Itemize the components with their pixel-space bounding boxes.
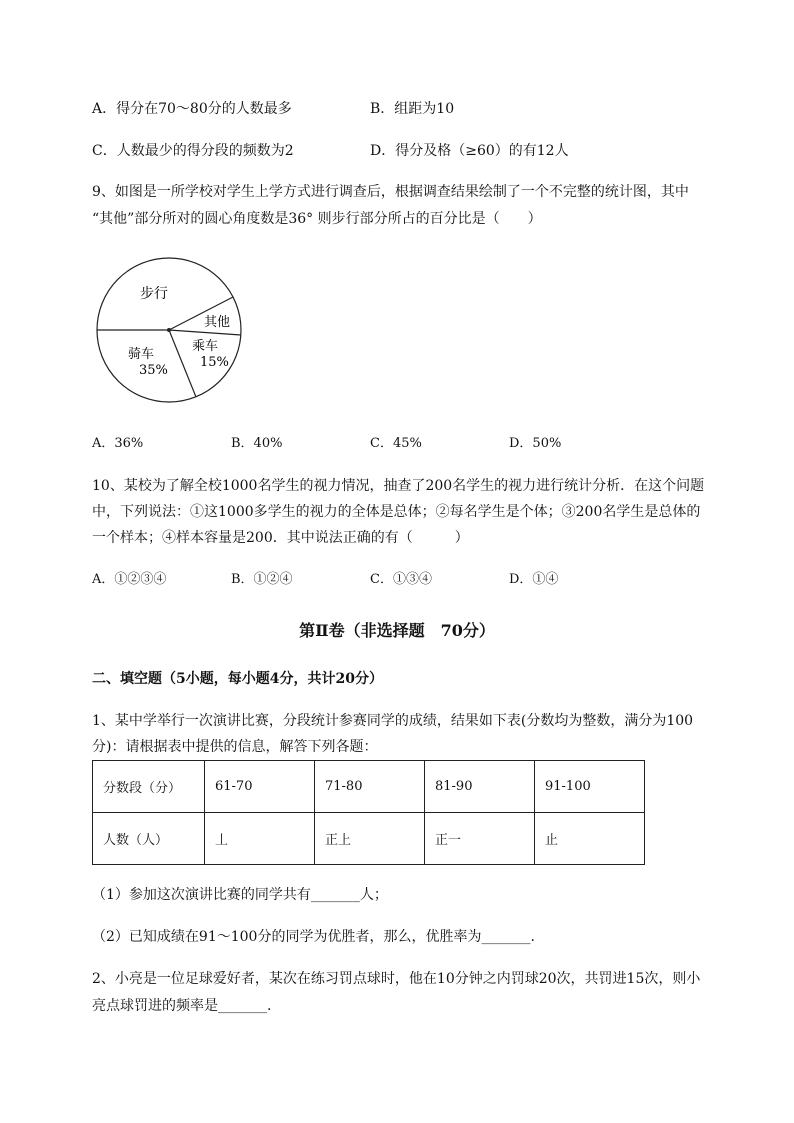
section2-heading: 二、填空题（5小题，每小题4分，共计20分）: [92, 671, 383, 687]
slice-label-bike: 骑车: [128, 347, 155, 362]
q10-option-a: A．①②③④: [92, 572, 167, 587]
f1-stem-line2: 分)：请根据表中提供的信息，解答下列各题：: [92, 739, 378, 755]
count-cell: 正一: [425, 813, 535, 865]
q10-option-c: C．①③④: [370, 572, 432, 587]
f1-sub2: （2）已知成绩在91～100分的同学为优胜者，那么，优胜率为_______.: [92, 929, 535, 945]
f1-sub1: （1）参加这次演讲比赛的同学共有_______人；: [92, 887, 388, 903]
q9-option-a: A．36%: [92, 436, 144, 451]
count-cell: 正上: [315, 813, 425, 865]
slice-label-other: 其他: [204, 315, 231, 330]
q9-option-b: B．40%: [231, 436, 283, 451]
q10-stem-line3: 一个样本；④样本容量是200．其中说法正确的有（ ）: [92, 530, 469, 546]
score-table: [92, 760, 645, 865]
score-table-count-row: [93, 813, 645, 865]
count-cell: 丄: [205, 813, 315, 865]
slice-label-walk: 步行: [140, 286, 168, 302]
f2-stem-line2: 亮点球罚进的频率是_______.: [92, 998, 272, 1014]
q9-stem-line2: “其他”部分所对的圆心角度数是36° 则步行部分所占的百分比是（ ）: [92, 211, 542, 227]
q9-stem-line1: 9、如图是一所学校对学生上学方式进行调查后，根据调查结果绘制了一个不完整的统计图，其中: [92, 184, 689, 200]
score-table-header-row: [93, 761, 645, 813]
f1-stem-line1: 1、某中学举行一次演讲比赛，分段统计参赛同学的成绩，结果如下表(分数均为整数，满分为100: [92, 713, 694, 729]
header-cell: 分数段（分）: [93, 761, 205, 813]
pie-center: [167, 328, 171, 332]
q10-option-d: D．①④: [509, 572, 559, 587]
q10-stem-line1: 10、某校为了解全校1000名学生的视力情况，抽查了200名学生的视力进行统计分析．在这个问题: [92, 478, 705, 494]
slice-value-ride: 15%: [200, 355, 229, 370]
q9-option-c: C．45%: [370, 436, 422, 451]
count-cell: 人数（人）: [93, 813, 205, 865]
header-cell: 61-70: [205, 761, 315, 813]
header-cell: 81-90: [425, 761, 535, 813]
q8-option-b: B．组距为10: [370, 101, 455, 117]
header-cell: 91-100: [535, 761, 645, 813]
count-cell: 止: [535, 813, 645, 865]
q8-option-d: D．得分及格（≥60）的有12人: [370, 143, 569, 159]
q8-option-a: A．得分在70～80分的人数最多: [92, 101, 292, 117]
pie-divider-other-bottom: [169, 330, 241, 335]
q10-option-b: B．①②④: [231, 572, 293, 587]
pie-chart: [92, 250, 252, 410]
slice-label-ride: 乘车: [192, 339, 219, 354]
q8-option-c: C．人数最少的得分段的频数为2: [92, 143, 294, 159]
f2-stem-line1: 2、小亮是一位足球爱好者，某次在练习罚点球时，他在10分钟之内罚球20次，共罚进15次，则小: [92, 971, 701, 987]
q10-stem-line2: 中，下列说法：①这1000多学生的视力的全体是总体；②每名学生是个体；③200名学生是总体的: [92, 504, 701, 520]
header-cell: 71-80: [315, 761, 425, 813]
q9-option-d: D．50%: [509, 436, 562, 451]
slice-value-bike: 35%: [139, 363, 168, 378]
part2-title: 第Ⅱ卷（非选择题 70分）: [299, 621, 495, 640]
